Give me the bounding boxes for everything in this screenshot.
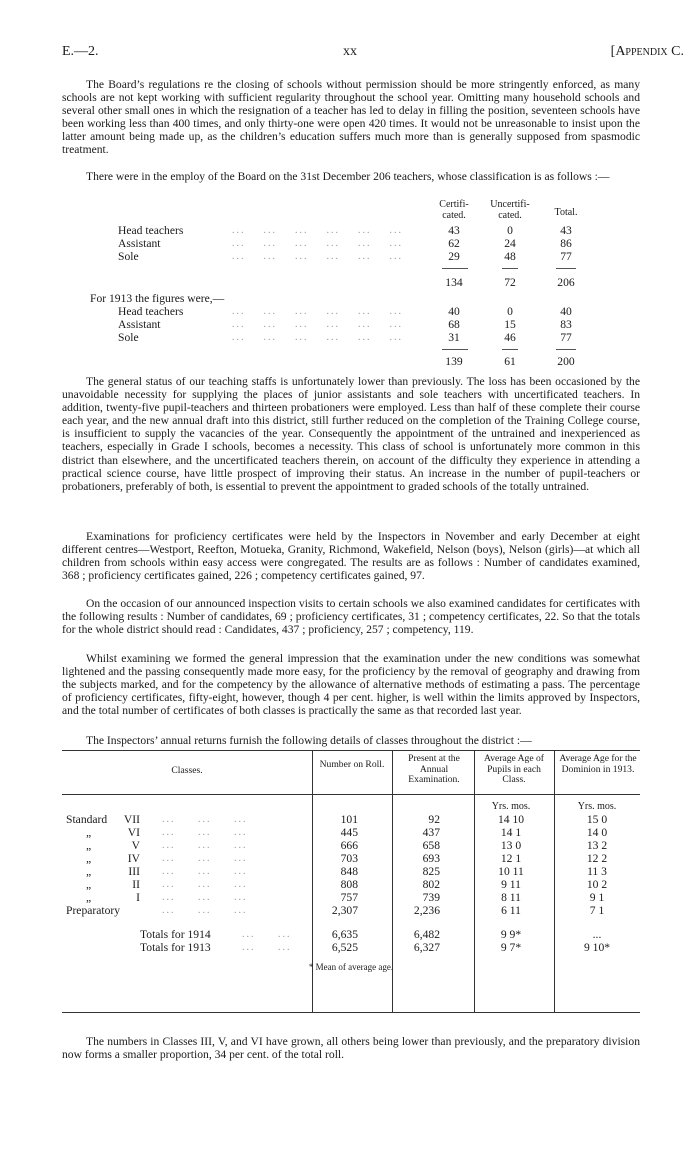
staff-row: Head teachers ... ... ... ... ... ... 40 0 40 bbox=[118, 305, 572, 318]
staff-row: Head teachers ... ... ... ... ... ... 43 0 43 bbox=[118, 224, 572, 237]
sum-rule bbox=[502, 349, 518, 350]
col-certificated: Certifi- cated. bbox=[439, 199, 469, 221]
staff-row: Assistant ... ... ... ... ... ... 68 15 83 bbox=[118, 318, 572, 331]
page-header bbox=[0, 44, 700, 64]
table-row: „ V ... ... ... 666 658 13 0 13 2 bbox=[86, 839, 608, 852]
paragraph-closing-schools: The Board’s regulations re the closing of schools without permission should be more stringently enforced, as many schools are not kept working with sufficient regularity throughout the school year. Omitting many household schools and several other small ones in which the resignation of a teacher has led to delay in filling the position, seventeen schools have been working less than 400 times, and only thirty-one were open 420 times. It would not be unreasonable to insist upon the latter amount being made up, as the children’s education suffers much more than is generally supposed from spasmodic treatment. bbox=[62, 78, 640, 157]
classes-table bbox=[62, 750, 640, 1036]
header-dominion-age: Average Age for the Dominion in 1913. bbox=[559, 753, 637, 775]
header-avg-age: Average Age of Pupils in each Class. bbox=[483, 753, 545, 785]
table-row: „ I ... ... ... 757 739 8 11 9 1 bbox=[86, 891, 605, 904]
sum-rule bbox=[442, 268, 468, 269]
staff-classification-table bbox=[62, 200, 640, 370]
paragraph-inspection-results: On the occasion of our announced inspection visits to certain schools we also examined candidates for certificates with the following results : Number of candidates, 69 ; proficiency certificates, 31 ; competency certificates, 22. So that the totals for the whole district should read : Candidates, 437 ; proficiency, 257 ; competency, 119. bbox=[62, 597, 640, 637]
col-total: Total. bbox=[554, 207, 578, 218]
staff-total-row: 139 61 200 bbox=[445, 355, 575, 368]
paragraph-inspectors-returns: The Inspectors’ annual returns furnish the following details of classes throughout the district :— bbox=[86, 734, 532, 747]
paragraph-examination-impression: Whilst examining we formed the general impression that the examination under the new conditions was somewhat lightened and the passing consequently made more easy, for the proficiency by the removal of geography and drawing from the subjects marked, and for the competency by the allowance of alternative methods of estimating a pass. The percentage of proficiency certificates, fifty-eight, however, though 4 per cent. higher, is well within the limits approved by Inspectors, and the total number of certificates of both classes is practically the same as that recorded last year. bbox=[62, 652, 640, 718]
table-row: Preparatory ... ... ... 2,307 2,236 6 11 7 1 bbox=[66, 904, 605, 917]
header-present: Present at the Annual Examination. bbox=[408, 753, 460, 785]
units-label: Yrs. mos. bbox=[491, 801, 531, 812]
table-footnote: * Mean of average age. bbox=[308, 962, 394, 972]
paragraph-proficiency-exams: Examinations for proficiency certificates were held by the Inspectors in November and early December at eight different centres—Westport, Reefton, Motueka, Granity, Richmond, Wakefield, Nelson (boys), Nelson (girls)—at which all children from schools within easy access were congregated. The results are as follows : Number of candidates examined, 368 ; proficiency certificates gained, 226 ; competency certificates gained, 97. bbox=[62, 530, 640, 583]
paragraph-teaching-status: The general status of our teaching staffs is unfortunately lower than previously. The loss has been occasioned by the unavoidable necessity for supplying the places of junior assistants and sole teachers with uncertificated teachers. In addition, twenty-five pupil-teachers and thirteen probationers were employed. Less than half of these complete their course each year, and the new annual draft into this district, still further reduced on the completion of the Training College course, is insufficient to supply the vacancies of the year. Consequently the appointment of the untrained and inexperienced as teachers, especially in Grade I schools, becomes a necessity. This class of school is unfortunately more common in this district than elsewhere, and the uncertificated teachers therein, on account of the difficulty they experience in attending a practical science course, have little prospect of improving their status. An increase in the number of pupil-teachers or probationers, preferably of both, is essential to prevent the appointment to graded schools of the totally untrained. bbox=[62, 375, 640, 493]
staff-intro-1913: For 1913 the figures were,— bbox=[90, 292, 225, 305]
col-uncertificated: Uncertifi- cated. bbox=[490, 199, 530, 221]
staff-total-row: 134 72 206 bbox=[445, 276, 575, 289]
sum-rule bbox=[556, 268, 576, 269]
table-row: „ II ... ... ... 808 802 9 11 10 2 bbox=[86, 878, 608, 891]
sum-rule bbox=[442, 349, 468, 350]
sum-rule bbox=[556, 349, 576, 350]
header-reference: E.—2. bbox=[62, 44, 99, 59]
staff-row: Sole ... ... ... ... ... ... 29 48 77 bbox=[118, 250, 572, 263]
staff-row: Assistant ... ... ... ... ... ... 62 24 86 bbox=[118, 237, 572, 250]
totals-row: Totals for 1914 ... ... 6,635 6,482 9 9* ... bbox=[140, 928, 602, 941]
totals-row: Totals for 1913 ... ... 6,525 6,327 9 7* 9 10* bbox=[140, 941, 611, 954]
table-row: „ IV ... ... ... 703 693 12 1 12 2 bbox=[86, 852, 608, 865]
table-row: „ VI ... ... ... 445 437 14 1 14 0 bbox=[86, 826, 608, 839]
paragraph-teacher-count: There were in the employ of the Board on the 31st December 206 teachers, whose classification is as follows :— bbox=[86, 170, 610, 183]
table-row: „ III ... ... ... 848 825 10 11 11 3 bbox=[86, 865, 607, 878]
units-label: Yrs. mos. bbox=[577, 801, 617, 812]
staff-row: Sole ... ... ... ... ... ... 31 46 77 bbox=[118, 331, 572, 344]
sum-rule bbox=[502, 268, 518, 269]
header-roll: Number on Roll. bbox=[319, 759, 385, 770]
page-number: xx bbox=[343, 44, 357, 59]
header-classes: Classes. bbox=[171, 765, 203, 776]
header-appendix: [Appendix C. bbox=[610, 44, 684, 59]
table-row: Standard VII ... ... ... 101 92 14 10 15 0 bbox=[66, 813, 608, 826]
paragraph-class-numbers: The numbers in Classes III, V, and VI have grown, all others being lower than previously, and the preparatory division now forms a smaller proportion, 34 per cent. of the total roll. bbox=[62, 1035, 640, 1062]
